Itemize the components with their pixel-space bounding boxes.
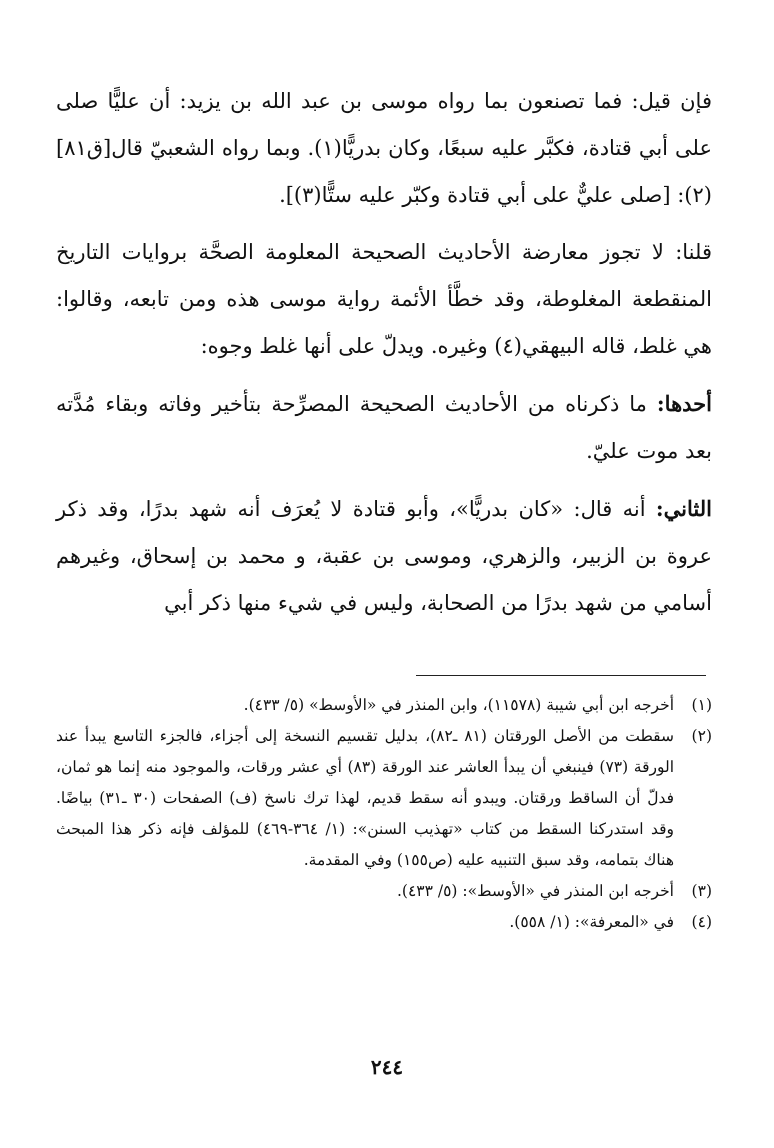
paragraph-reply: قلنا: لا تجوز معارضة الأحاديث الصحيحة المعلومة الصحَّة بروايات التاريخ المنقطعة المغلوطة، وقد خطَّأ الأئمة رواية موسى هذه ومن تابعه، وقالوا: هي غلط، قاله البيهقي(٤) وغيره. ويدلّ على أنها غلط وجوه: <box>56 240 712 358</box>
footnote <box>56 690 712 721</box>
paragraph-objection: فإن قيل: فما تصنعون بما رواه موسى بن عبد الله بن يزيد: أن عليًّا صلى على أبي قتادة، فكبَّر عليه سبعًا، وكان بدريًّا(١). وبما رواه الشعبيّ قال[ق٨١](٢): [صلى عليٌّ على أبي قتادة وكبّر عليه ستًّا(٣)]. <box>56 89 712 207</box>
footnote-number: (٣) <box>691 882 712 900</box>
first-reason-text: ما ذكرناه من الأحاديث الصحيحة المصرِّحة بتأخير وفاته وبقاء مُدَّته بعد موت عليّ. <box>56 392 712 463</box>
footnote-separator <box>416 675 706 676</box>
footnote-number: (٢) <box>691 727 712 745</box>
footnote-text: أخرجه ابن أبي شيبة (١١٥٧٨)، وابن المنذر في «الأوسط» (٥/ ٤٣٣). <box>243 696 674 714</box>
footnote-number: (١) <box>691 696 712 714</box>
main-text <box>56 78 712 637</box>
second-reason-text: أنه قال: «كان بدريًّا»، وأبو قتادة لا يُعرَف أنه شهد بدرًا، وقد ذكر عروة بن الزبير، والزهري، وموسى بن عقبة، و محمد بن إسحاق، وغيرهم أسامي من شهد بدرًا من الصحابة، وليس في شيء منها ذكر أبي <box>56 497 712 615</box>
second-reason-heading: الثاني: <box>655 496 712 521</box>
page-number: ٢٤٤ <box>370 1055 404 1079</box>
footnote <box>56 907 712 938</box>
footnote-number: (٤) <box>691 913 712 931</box>
footnote-text: أخرجه ابن المنذر في «الأوسط»: (٥/ ٤٣٣). <box>396 882 674 900</box>
footnote <box>56 876 712 907</box>
footnotes <box>56 690 712 938</box>
footnote <box>56 721 712 876</box>
footnote-text: سقطت من الأصل الورقتان (٨١ ـ٨٢)، بدليل تقسيم النسخة إلى أجزاء، فالجزء التاسع يبدأ عند الورقة (٧٣) فينبغي أن يبدأ العاشر عند الورقة (٨٣) أي عشر ورقات، والموجود منه إنما هو ثمان، فدلّ أن الساقط ورقتان. ويبدو أنه سقط قديم، لهذا ترك ناسخ (ف) الصفحات (٣٠ ـ٣١) بياضًا. وقد استدركنا السقط من كتاب «تهذيب السنن»: (١/ ٣٦٤-٤٦٩) للمؤلف فإنه ذكر هذا المبحث هناك بتمامه، وقد سبق التنبيه عليه (ص١٥٥) وفي المقدمة. <box>56 727 675 869</box>
first-reason-heading: أحدها: <box>656 391 712 416</box>
paragraph-first-reason <box>56 380 712 475</box>
footnote-text: في «المعرفة»: (١/ ٥٥٨). <box>509 913 674 931</box>
paragraph-second-reason <box>56 485 712 627</box>
